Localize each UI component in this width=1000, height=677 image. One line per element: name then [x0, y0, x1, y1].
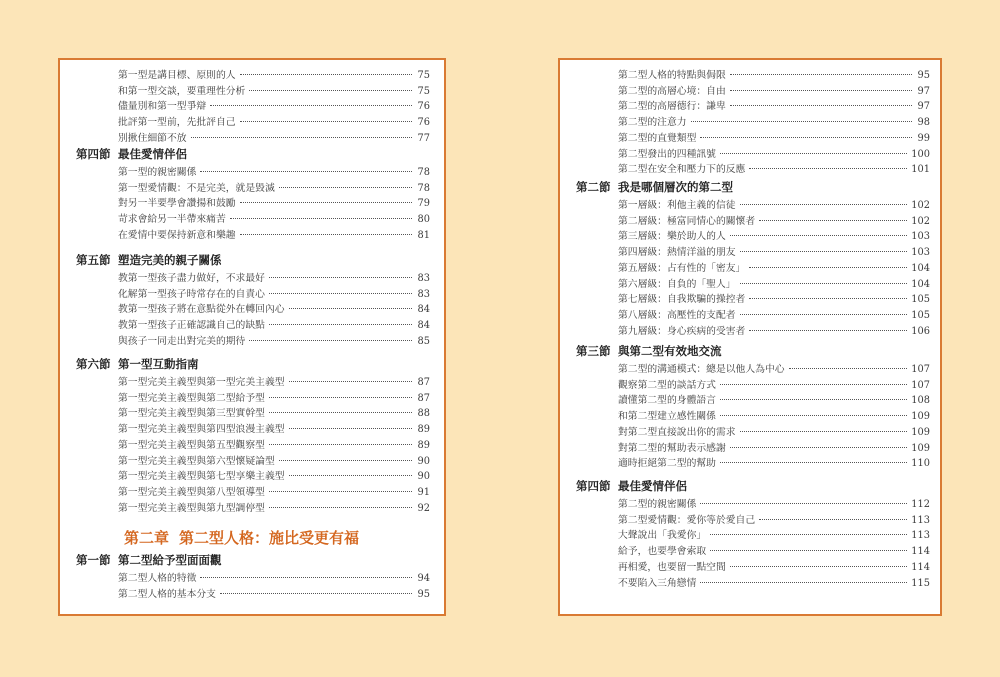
dot-leader	[720, 384, 907, 385]
toc-entry[interactable]	[118, 437, 430, 451]
page-number: 109	[911, 411, 930, 423]
section-label: 第五節	[76, 253, 111, 267]
dot-leader	[269, 507, 412, 508]
toc-entry[interactable]	[118, 468, 430, 482]
dot-leader	[700, 137, 912, 138]
toc-page-left	[58, 58, 446, 616]
page-number: 109	[911, 426, 930, 438]
dot-leader	[200, 171, 412, 172]
page-number: 80	[417, 214, 430, 226]
page-number: 99	[917, 132, 930, 144]
entry-title: 第三層級：樂於助人的人	[618, 231, 726, 243]
page-number: 76	[417, 117, 430, 129]
toc-entry[interactable]	[118, 390, 430, 404]
entry-title: 第一型完美主義型與第四型浪漫主義型	[118, 424, 285, 436]
section-label: 第六節	[76, 357, 111, 371]
toc-entry[interactable]	[618, 543, 930, 557]
entry-title: 第一型完美主義型與第九型調停型	[118, 502, 265, 514]
dot-leader	[191, 137, 412, 138]
entry-title: 給予，也要學會索取	[618, 546, 707, 558]
page-number: 81	[417, 229, 430, 241]
dot-leader	[289, 475, 412, 476]
toc-entry[interactable]	[618, 424, 930, 438]
dot-leader	[269, 412, 412, 413]
dot-leader	[740, 431, 908, 432]
toc-entry[interactable]	[618, 392, 930, 406]
dot-leader	[279, 187, 412, 188]
page-number: 90	[417, 455, 430, 467]
toc-entry[interactable]	[618, 408, 930, 422]
dot-leader	[210, 105, 412, 106]
section-label: 第三節	[576, 344, 611, 358]
entry-title: 對第二型直接說出你的需求	[618, 426, 736, 438]
page-number: 104	[911, 262, 930, 274]
entry-title: 第一型完美主義型與第八型領導型	[118, 486, 265, 498]
chapter-title: 第二型人格：施比受更有福	[179, 529, 360, 547]
section-label: 第四節	[576, 479, 611, 493]
page-number: 95	[917, 70, 930, 81]
page-number: 75	[417, 70, 430, 81]
entry-title: 第七層級：自我欺騙的操控者	[618, 294, 746, 306]
page-number: 105	[911, 309, 930, 321]
page-number: 78	[417, 167, 430, 178]
dot-leader	[269, 293, 412, 294]
section-heading	[576, 179, 733, 195]
toc-entry[interactable]	[118, 421, 430, 435]
dot-leader	[269, 491, 412, 492]
dot-leader	[730, 447, 908, 448]
entry-title: 教第一型孩子正確認識自己的缺點	[118, 320, 265, 332]
dot-leader	[749, 168, 907, 169]
entry-title: 第一型完美主義型與第三型實幹型	[118, 408, 265, 420]
page-number: 75	[417, 85, 430, 97]
entry-title: 第二型愛情觀：愛你等於愛自己	[618, 514, 756, 526]
dot-leader	[700, 582, 907, 583]
page-number: 102	[911, 215, 930, 227]
toc-entry[interactable]	[618, 83, 930, 97]
toc-entry[interactable]	[118, 180, 430, 194]
toc-entry[interactable]	[618, 575, 930, 589]
page-number: 97	[917, 101, 930, 113]
page-number: 113	[911, 514, 930, 526]
page-number: 91	[417, 486, 430, 498]
page-number: 84	[417, 320, 430, 332]
toc-entry[interactable]	[118, 500, 430, 514]
entry-title: 第九層級：身心疾病的受害者	[618, 325, 746, 337]
section-title: 最佳愛情伴侶	[118, 147, 187, 161]
chapter-heading	[124, 527, 359, 548]
entry-title: 第一型完美主義型與第二型給予型	[118, 392, 265, 404]
entry-title: 第二型人格的基本分支	[118, 588, 216, 600]
toc-entry[interactable]	[618, 244, 930, 258]
dot-leader	[220, 593, 412, 594]
entry-title: 第二型在安全和壓力下的反應	[618, 164, 746, 176]
entry-title: 第二層級：極富同情心的關懷者	[618, 215, 756, 227]
section-title: 我是哪個層次的第二型	[618, 180, 733, 194]
dot-leader	[759, 220, 907, 221]
page-number: 97	[917, 85, 930, 97]
toc-entry[interactable]	[118, 67, 430, 81]
toc-entry[interactable]	[118, 317, 430, 331]
page-number: 110	[911, 458, 930, 470]
entry-title: 在愛情中要保持新意和樂趣	[118, 229, 236, 241]
page-number: 100	[911, 148, 930, 160]
entry-title: 第一型愛情觀：不是完美，就是毀滅	[118, 182, 275, 194]
dot-leader	[269, 277, 412, 278]
dot-leader	[269, 324, 412, 325]
section-heading	[576, 343, 722, 359]
toc-entry[interactable]	[118, 227, 430, 241]
section-heading	[76, 356, 199, 372]
page-number: 108	[911, 395, 930, 407]
entry-title: 第一型完美主義型與第一型完美主義型	[118, 377, 285, 388]
toc-entry[interactable]	[118, 83, 430, 97]
toc-entry[interactable]	[618, 146, 930, 160]
toc-entry[interactable]	[618, 455, 930, 469]
entry-title: 第五層級：占有性的「密友」	[618, 262, 746, 274]
page-number: 102	[911, 200, 930, 211]
toc-entry[interactable]	[618, 377, 930, 391]
toc-entry[interactable]	[618, 440, 930, 454]
toc-entry[interactable]	[118, 164, 430, 178]
toc-entry[interactable]	[118, 405, 430, 419]
toc-entry[interactable]	[118, 374, 430, 388]
toc-entry[interactable]	[618, 361, 930, 375]
section-title: 與第二型有效地交流	[618, 344, 722, 358]
dot-leader	[279, 460, 412, 461]
page-number: 90	[417, 471, 430, 483]
page-number: 79	[417, 198, 430, 210]
section-title: 第一型互動指南	[118, 357, 199, 371]
toc-entry[interactable]	[118, 570, 430, 584]
entry-title: 觀察第二型的談話方式	[618, 379, 716, 391]
dot-leader	[200, 577, 412, 578]
entry-title: 第一型完美主義型與第五型觀察型	[118, 439, 265, 451]
toc-entry[interactable]	[618, 276, 930, 290]
page-number: 107	[911, 379, 930, 391]
dot-leader	[749, 298, 907, 299]
toc-entry[interactable]	[118, 484, 430, 498]
entry-title: 對第二型的幫助表示感謝	[618, 442, 726, 454]
dot-leader	[789, 368, 908, 369]
entry-title: 和第一型交談，要重理性分析	[118, 85, 246, 97]
page-number: 107	[911, 364, 930, 375]
page-number: 104	[911, 278, 930, 290]
toc-entry[interactable]	[618, 512, 930, 526]
toc-entry[interactable]	[118, 286, 430, 300]
toc-entry[interactable]	[118, 270, 430, 284]
section-title: 第二型給予型面面觀	[118, 553, 222, 567]
toc-entry[interactable]	[118, 130, 430, 144]
page-number: 113	[911, 530, 930, 542]
entry-title: 大聲說出「我愛你」	[618, 530, 707, 542]
dot-leader	[730, 90, 912, 91]
toc-entry[interactable]	[618, 114, 930, 128]
toc-entry[interactable]	[618, 559, 930, 573]
toc-entry[interactable]	[618, 527, 930, 541]
entry-title: 第二型的注意力	[618, 117, 687, 129]
entry-title: 化解第一型孩子時常存在的自責心	[118, 288, 265, 300]
dot-leader	[710, 534, 907, 535]
dot-leader	[720, 415, 907, 416]
entry-title: 第二型的直覺類型	[618, 132, 697, 144]
toc-entry[interactable]	[118, 195, 430, 209]
entry-title: 第一型完美主義型與第六型懷疑論型	[118, 455, 275, 467]
dot-leader	[730, 74, 912, 75]
entry-title: 與孩子一同走出對完美的期待	[118, 335, 246, 347]
dot-leader	[230, 218, 412, 219]
page-number: 77	[417, 132, 430, 144]
section-label: 第一節	[76, 553, 111, 567]
dot-leader	[730, 566, 908, 567]
page-number: 84	[417, 304, 430, 316]
dot-leader	[759, 519, 907, 520]
entry-title: 批評第一型前，先批評自己	[118, 117, 236, 129]
page-number: 103	[911, 247, 930, 259]
entry-title: 第二型的親密關係	[618, 499, 697, 510]
entry-title: 適時拒絕第二型的幫助	[618, 458, 716, 470]
dot-leader	[730, 105, 912, 106]
entry-title: 教第一型孩子盡力做好，不求最好	[118, 273, 265, 284]
entry-title: 第二型人格的特點與侷限	[618, 70, 726, 81]
section-heading	[576, 478, 687, 494]
page-number: 76	[417, 101, 430, 113]
page-number: 106	[911, 325, 930, 337]
page-number: 88	[417, 408, 430, 420]
entry-title: 第二型的高層心境：自由	[618, 85, 726, 97]
dot-leader	[269, 444, 412, 445]
entry-title: 讀懂第二型的身體語言	[618, 395, 716, 407]
dot-leader	[249, 340, 412, 341]
entry-title: 苛求會給另一半帶來痛苦	[118, 214, 226, 226]
entry-title: 儘量別和第一型爭辯	[118, 101, 207, 113]
entry-title: 不要陷入三角戀情	[618, 577, 697, 589]
entry-title: 第一型完美主義型與第七型享樂主義型	[118, 471, 285, 483]
dot-leader	[289, 308, 412, 309]
dot-leader	[749, 267, 907, 268]
toc-entry[interactable]	[618, 197, 930, 211]
page-number: 78	[417, 182, 430, 194]
page-number: 83	[417, 288, 430, 300]
entry-title: 別揪住細節不放	[118, 132, 187, 144]
toc-entry[interactable]	[618, 228, 930, 242]
dot-leader	[710, 550, 907, 551]
dot-leader	[740, 251, 908, 252]
toc-entry[interactable]	[618, 67, 930, 81]
toc-entry[interactable]	[118, 301, 430, 315]
dot-leader	[289, 381, 412, 382]
section-title: 塑造完美的親子關係	[118, 253, 222, 267]
dot-leader	[700, 503, 907, 504]
section-title: 最佳愛情伴侶	[618, 479, 687, 493]
toc-entry[interactable]	[618, 213, 930, 227]
page-number: 105	[911, 294, 930, 306]
section-heading	[76, 146, 187, 162]
entry-title: 教第一型孩子將在意點從外在轉回內心	[118, 304, 285, 316]
page-number: 101	[911, 164, 930, 176]
dot-leader	[691, 121, 912, 122]
toc-entry[interactable]	[618, 291, 930, 305]
page-number: 92	[417, 502, 430, 514]
entry-title: 第二型的溝通模式：總是以他人為中心	[618, 364, 785, 375]
page-number: 109	[911, 442, 930, 454]
section-heading	[76, 252, 222, 268]
page-number: 85	[417, 335, 430, 347]
dot-leader	[720, 462, 907, 463]
page-number: 83	[417, 273, 430, 284]
page-number: 114	[911, 546, 930, 558]
dot-leader	[740, 314, 908, 315]
dot-leader	[240, 74, 412, 75]
toc-entry[interactable]	[118, 98, 430, 112]
dot-leader	[269, 397, 412, 398]
toc-entry[interactable]	[118, 211, 430, 225]
page-number: 87	[417, 377, 430, 388]
page-number: 103	[911, 231, 930, 243]
toc-entry[interactable]	[618, 260, 930, 274]
page-number: 115	[911, 577, 930, 589]
toc-entry[interactable]	[118, 333, 430, 347]
dot-leader	[240, 202, 412, 203]
entry-title: 第四層級：熱情洋溢的朋友	[618, 247, 736, 259]
page-number: 94	[417, 573, 430, 584]
page-number: 87	[417, 392, 430, 404]
entry-title: 對另一半要學會讚揚和鼓勵	[118, 198, 236, 210]
entry-title: 和第二型建立感性關係	[618, 411, 716, 423]
toc-entry[interactable]	[618, 98, 930, 112]
dot-leader	[289, 428, 412, 429]
dot-leader	[249, 90, 412, 91]
entry-title: 再相愛，也要留一點空間	[618, 561, 726, 573]
toc-entry[interactable]	[118, 453, 430, 467]
page-number: 89	[417, 424, 430, 436]
toc-entry[interactable]	[618, 307, 930, 321]
section-heading	[76, 552, 222, 568]
chapter-number: 第二章	[124, 529, 170, 547]
toc-entry[interactable]	[618, 496, 930, 510]
page-number: 98	[917, 117, 930, 129]
toc-entry[interactable]	[118, 586, 430, 600]
entry-title: 第一型是講目標、原則的人	[118, 70, 236, 81]
page-number: 114	[911, 561, 930, 573]
dot-leader	[240, 234, 412, 235]
toc-entry[interactable]	[618, 130, 930, 144]
dot-leader	[720, 153, 907, 154]
dot-leader	[730, 235, 908, 236]
entry-title: 第二型的高層德行：謙卑	[618, 101, 726, 113]
toc-entry[interactable]	[118, 114, 430, 128]
section-label: 第四節	[76, 147, 111, 161]
page-number: 95	[417, 588, 430, 600]
dot-leader	[720, 399, 907, 400]
dot-leader	[740, 204, 908, 205]
page-number: 89	[417, 439, 430, 451]
page-number: 112	[911, 499, 930, 510]
dot-leader	[240, 121, 412, 122]
toc-entry[interactable]	[618, 323, 930, 337]
entry-title: 第二型發出的四種訊號	[618, 148, 716, 160]
dot-leader	[740, 283, 908, 284]
section-label: 第二節	[576, 180, 611, 194]
dot-leader	[749, 330, 907, 331]
entry-title: 第二型人格的特徵	[118, 573, 197, 584]
entry-title: 第六層級：自負的「聖人」	[618, 278, 736, 290]
toc-page-right	[558, 58, 942, 616]
entry-title: 第八層級：高壓性的支配者	[618, 309, 736, 321]
toc-entry[interactable]	[618, 161, 930, 175]
entry-title: 第一型的親密關係	[118, 167, 197, 178]
entry-title: 第一層級：利他主義的信徒	[618, 200, 736, 211]
